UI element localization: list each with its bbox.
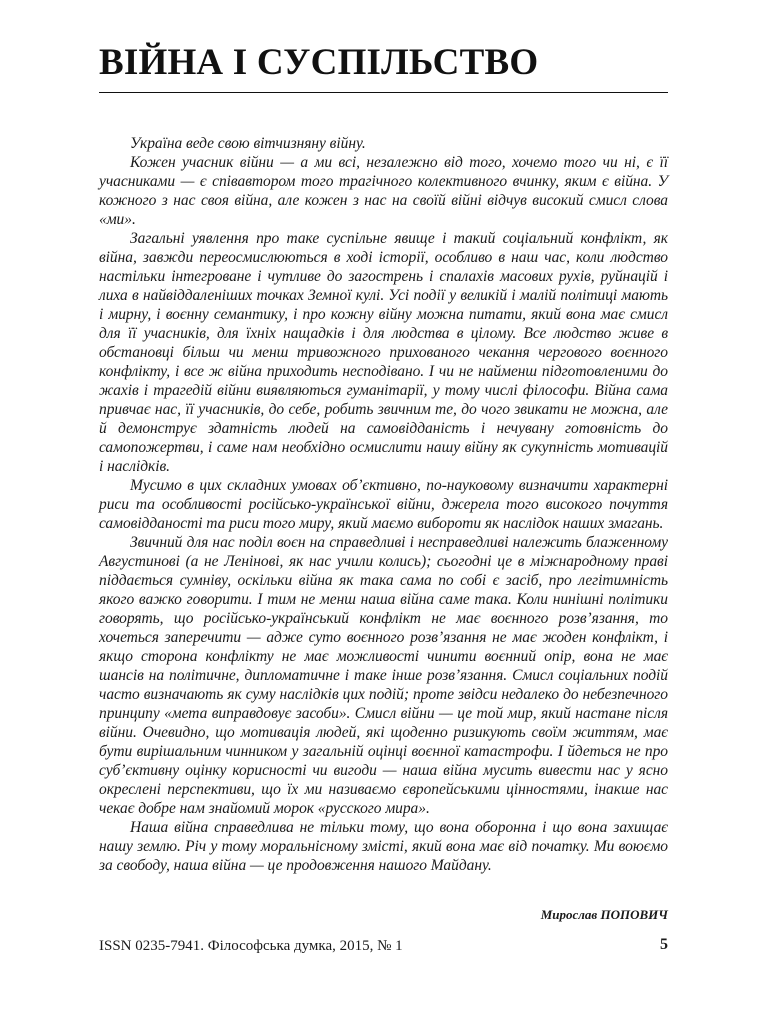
paragraph-3: Загальні уявлення про таке суспільне явище і такий соціальний конфлікт, як війна, завжди переосмислюються в ході історії, особливо в наш час, коли людство настільки інтегроване і чутливе до загострень і спалахів масових рухів, руйнацій і лиха в найвіддаленіших точках Земної кулі. Усі події у великій і малій політиці мають і мирну, і воєнну семантику, і про кожну війну можна питати, який вона має смисл для її учасників, для їхніх нащадків і для людства в цілому. Все людство живе в обстановці більш чи менш тривожного прихованого чекання чергового воєнного конфлікту, і все ж війна приходить несподівано. І чи не найменш підготовленими до жахів і трагедій війни виявляються гуманітарії, у тому числі філософи. Війна сама привчає нас, її учасників, до себе, робить звичним те, до чого звикати не можна, але й демонструє здатність людей на самовідданість і нечувану готовність до самопожертви, і саме нам необхідно осмислити нашу війну як сукупність мотивацій і наслідків. [99,230,668,475]
paragraph-1: Україна веде свою вітчизняну війну. [130,135,366,152]
author-signature: Мирослав ПОПОВИЧ [540,907,668,922]
page-number: 5 [660,936,668,953]
paragraph-4: Мусимо в цих складних умовах об’єктивно, по-науковому визначити характерні риси та особливості російсько-української війни, джерела того високого почуття самовідданості та риси того миру, який маємо виборoти як наслідок наших змагань. [99,477,668,532]
journal-info: ISSN 0235-7941. Філософська думка, 2015, № 1 [99,938,403,954]
title-divider [99,92,668,93]
paragraph-6: Наша війна справедлива не тільки тому, що вона оборонна і що вона захищає нашу землю. Річ у тому моральнісному змісті, який вона має від початку. Ми воюємо за свободу, наша війна — це продовження нашого Майдану. [99,819,668,874]
paragraph-5: Звичний для нас поділ воєн на справедливі і несправедливі належить блаженному Августинові (а не Ленінові, як нас учили колись); сьогодні це в міжнародному праві піддається сумніву, оскільки війна як така сама по собі є засіб, про легітимність якого важко говорити. І тим не менш наша війна саме така. Коли нинішні політики говорять, що російсько-український конфлікт не має воєнного розв’язання, то хочеться заперечити — адже суто воєнного розв’язання не має жоден конфлікт, і якщо сторона конфлікту не має можливості чинити воєнний опір, вона не має шансів на політичне, дипломатичне і таке інше розв’язання. Смисл соціальних подій часто визначають як суму наслідків цих подій; проте звідси недалеко до небезпечного принципу «мета виправдовує засоби». Смисл війни — це той мир, який настане після війни. Очевидно, що мотивація людей, які щоденно ризикують своїм життям, має бути вирішальним чинником у загальній оцінці воєнної катастрофи. І йдеться не про суб’єктивну оцінку корисності чи вигоди — наша війна мусить вивести нас у ясно окреслені перспективи, що їх ми називаємо європейськими цінностями, інакше нас чекає добре нам знайомий морок «русского мира». [99,534,668,817]
article-body [99,134,668,875]
page-title: ВІЙНА І СУСПІЛЬСТВО [99,42,539,83]
paragraph-2: Кожен учасник війни — а ми всі, незалежно від того, хочемо того чи ні, є її учасниками — є співавтором того трагічного колективного вчинку, яким є війна. У кожного з нас своя війна, але кожен з нас на своїй війні відчув високий смисл слова «ми». [99,154,668,228]
